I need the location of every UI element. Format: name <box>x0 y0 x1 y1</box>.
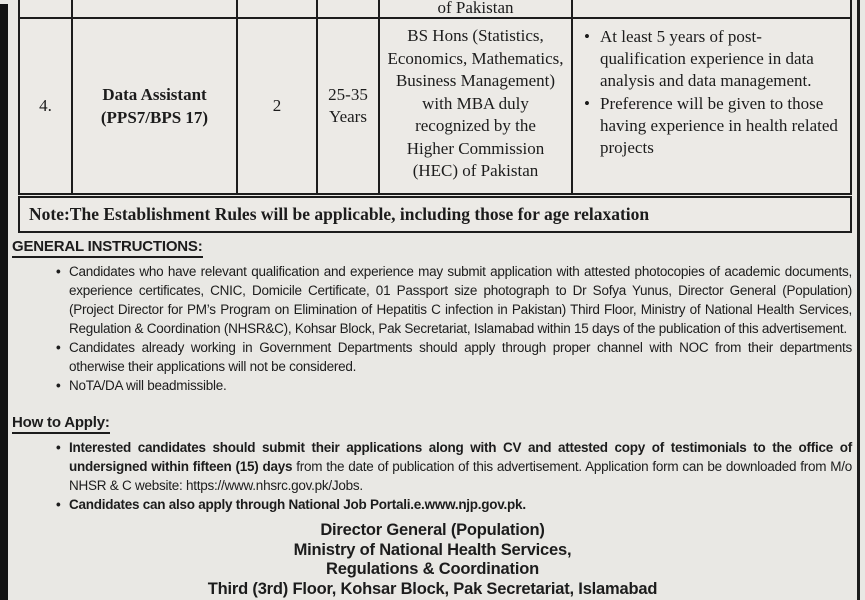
carryover-qualification-cell <box>380 0 573 19</box>
how-to-apply-section <box>12 414 853 514</box>
experience-bullet: • Preference will be given to those having experience in health related projects <box>573 93 850 159</box>
serial-number: 4. <box>39 96 52 115</box>
position-cell <box>73 19 238 193</box>
qualification-cell <box>380 19 573 193</box>
vacancies-count: 2 <box>272 96 282 115</box>
ad-right-border <box>857 0 860 600</box>
signature-line-address: Third (3rd) Floor, Kohsar Block, Pak Secretariat, Islamabad <box>207 579 658 598</box>
apply-bullet-bold-text: Interested candidates should submit their applications along with CV and attested copy of testimonials to the office of undersigned within fifteen (15) days <box>69 440 852 474</box>
carryover-experience-cell <box>573 0 850 19</box>
qualification-line: with MBA duly <box>422 93 529 113</box>
ad-left-border <box>0 4 8 600</box>
signature-line-title: Director General (Population) <box>320 521 545 539</box>
how-to-apply-list <box>54 438 853 514</box>
serial-cell <box>20 19 73 193</box>
carryover-serial-cell <box>20 0 73 19</box>
qualification-line: Economics, Mathematics, <box>387 48 564 68</box>
carryover-age-cell <box>318 0 380 19</box>
general-instructions-list <box>54 262 853 395</box>
apply-bullet <box>54 495 853 514</box>
qualification-line: Business Management) <box>395 71 556 90</box>
instruction-bullet: • Candidates who have relevant qualification and experience may submit application with attested photocopies of academic documents, experience certificates, CNIC, Domicile Certificate, 01 Passport size photograph to Dr Sofya Yunus, Director General (Population) (Project Director for PM’s Program on Elimination of Hepatitis C infection in Pakistan) Third Floor, Ministry of National Health Services, Regulation & Coordination (NHSR&C), Kohsar Block, Pak Secretariat, Islamabad within 15 days of the publication of this advertisement. <box>54 262 853 338</box>
signature-line-department: Regulations & Coordination <box>326 560 539 578</box>
age-cell <box>318 19 380 193</box>
qualification-line: (HEC) of Pakistan <box>412 161 539 180</box>
experience-cell <box>573 19 850 193</box>
qualification-tail-text: of Pakistan <box>437 0 514 17</box>
apply-bullet-bold-text: Candidates can also apply through National Job Portali.e.www.njp.gov.pk. <box>69 497 526 512</box>
note-text: Note:The Establishment Rules will be applicable, including those for age relaxation <box>29 204 650 224</box>
instruction-bullet: • Candidates already working in Government Departments should apply through proper channel with NOC from their departments otherwise their applications will not be considered. <box>54 338 853 376</box>
general-instructions-heading: GENERAL INSTRUCTIONS: <box>12 238 203 258</box>
apply-bullet-regular-text: from the date of publication of this advertisement. Application form can be downloaded from M/o NHSR & C website: https://www.nhsrc.gov.pk/Jobs. <box>69 459 852 493</box>
qualification-line: BS Hons (Statistics, <box>407 26 544 45</box>
apply-bullet <box>54 438 853 495</box>
signature-block <box>12 521 853 599</box>
how-to-apply-heading: How to Apply: <box>12 414 110 434</box>
note-row <box>18 196 852 233</box>
positions-table <box>18 0 852 195</box>
qualification-line: Higher Commission <box>406 138 545 158</box>
age-unit: Years <box>329 107 367 126</box>
carryover-position-cell <box>73 0 238 19</box>
carryover-vacancies-cell <box>238 0 318 19</box>
experience-bullet: • At least 5 years of post-qualification experience in data analysis and data management. <box>573 26 850 92</box>
age-range: 25-35 <box>328 85 368 104</box>
general-instructions-section <box>12 238 853 395</box>
position-title-line2: (PPS7/BPS 17) <box>100 108 209 127</box>
qualification-line: recognized by the <box>415 116 536 135</box>
vacancies-cell <box>238 19 318 193</box>
signature-line-ministry: Ministry of National Health Services, <box>293 540 572 559</box>
instruction-bullet: • NoTA/DA will beadmissible. <box>54 376 853 395</box>
position-title-line1: Data Assistant <box>102 85 207 104</box>
